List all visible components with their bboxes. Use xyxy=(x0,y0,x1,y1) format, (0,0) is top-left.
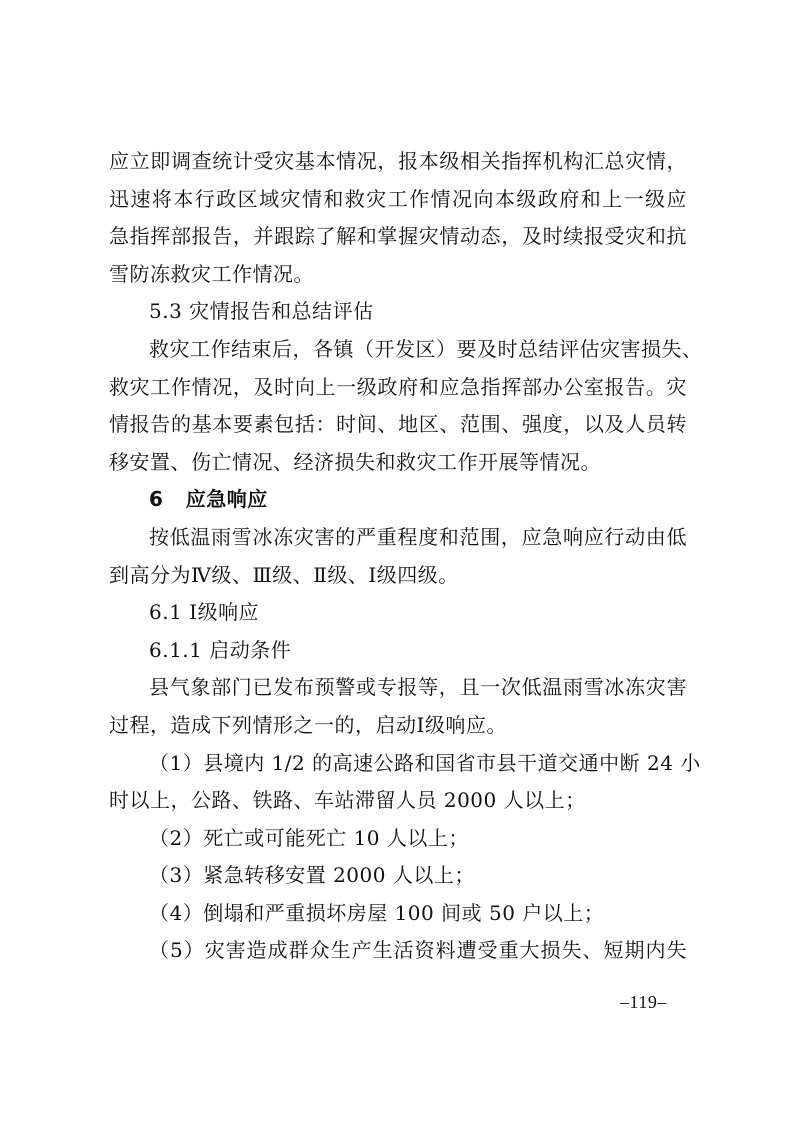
body-line: 移安置、伤亡情况、经济损失和救灾工作开展等情况。 xyxy=(109,449,601,474)
section-heading-6-1-1: 6.1.1 启动条件 xyxy=(149,637,292,662)
body-line: 情报告的基本要素包括：时间、地区、范围、强度，以及人员转 xyxy=(109,412,687,437)
list-item-4: （4）倒塌和严重损坏房屋 100 间或 50 户以上； xyxy=(149,900,605,925)
section-heading-5-3: 5.3 灾情报告和总结评估 xyxy=(149,299,374,324)
body-line: 救灾工作情况，及时向上一级政府和应急指挥部办公室报告。灾 xyxy=(109,374,687,399)
list-item-1-cont: 时以上，公路、铁路、车站滞留人员 2000 人以上； xyxy=(109,788,586,813)
body-line: 迅速将本行政区域灾情和救灾工作情况向本级政府和上一级应 xyxy=(109,186,687,211)
document-body xyxy=(109,143,703,970)
list-item-5: （5）灾害造成群众生产生活资料遭受重大损失、短期内失 xyxy=(149,938,687,963)
body-line: 应立即调查统计受灾基本情况，报本级相关指挥机构汇总灾情， xyxy=(109,149,687,173)
body-line: 到高分为Ⅳ级、Ⅲ级、Ⅱ级、Ⅰ级四级。 xyxy=(109,562,459,587)
list-item-1: （1）县境内 1/2 的高速公路和国省市县干道交通中断 24 小 xyxy=(149,750,701,775)
section-heading-6-1: 6.1 Ⅰ级响应 xyxy=(149,600,260,625)
body-line: 过程，造成下列情形之一的，启动Ⅰ级响应。 xyxy=(109,712,507,737)
body-line: 县气象部门已发布预警或专报等，且一次低温雨雪冰冻灾害 xyxy=(149,675,687,700)
list-item-2: （2）死亡或可能死亡 10 人以上； xyxy=(149,825,469,850)
page-number: –119– xyxy=(620,992,667,1012)
body-line: 按低温雨雪冰冻灾害的严重程度和范围，应急响应行动由低 xyxy=(149,524,687,549)
body-line: 雪防冻救灾工作情况。 xyxy=(109,261,314,286)
body-line: 急指挥部报告，并跟踪了解和掌握灾情动态，及时续报受灾和抗 xyxy=(109,224,687,249)
section-heading-6: 6 应急响应 xyxy=(149,487,268,512)
body-line: 救灾工作结束后，各镇（开发区）要及时总结评估灾害损失、 xyxy=(149,336,703,361)
list-item-3: （3）紧急转移安置 2000 人以上； xyxy=(149,863,475,888)
